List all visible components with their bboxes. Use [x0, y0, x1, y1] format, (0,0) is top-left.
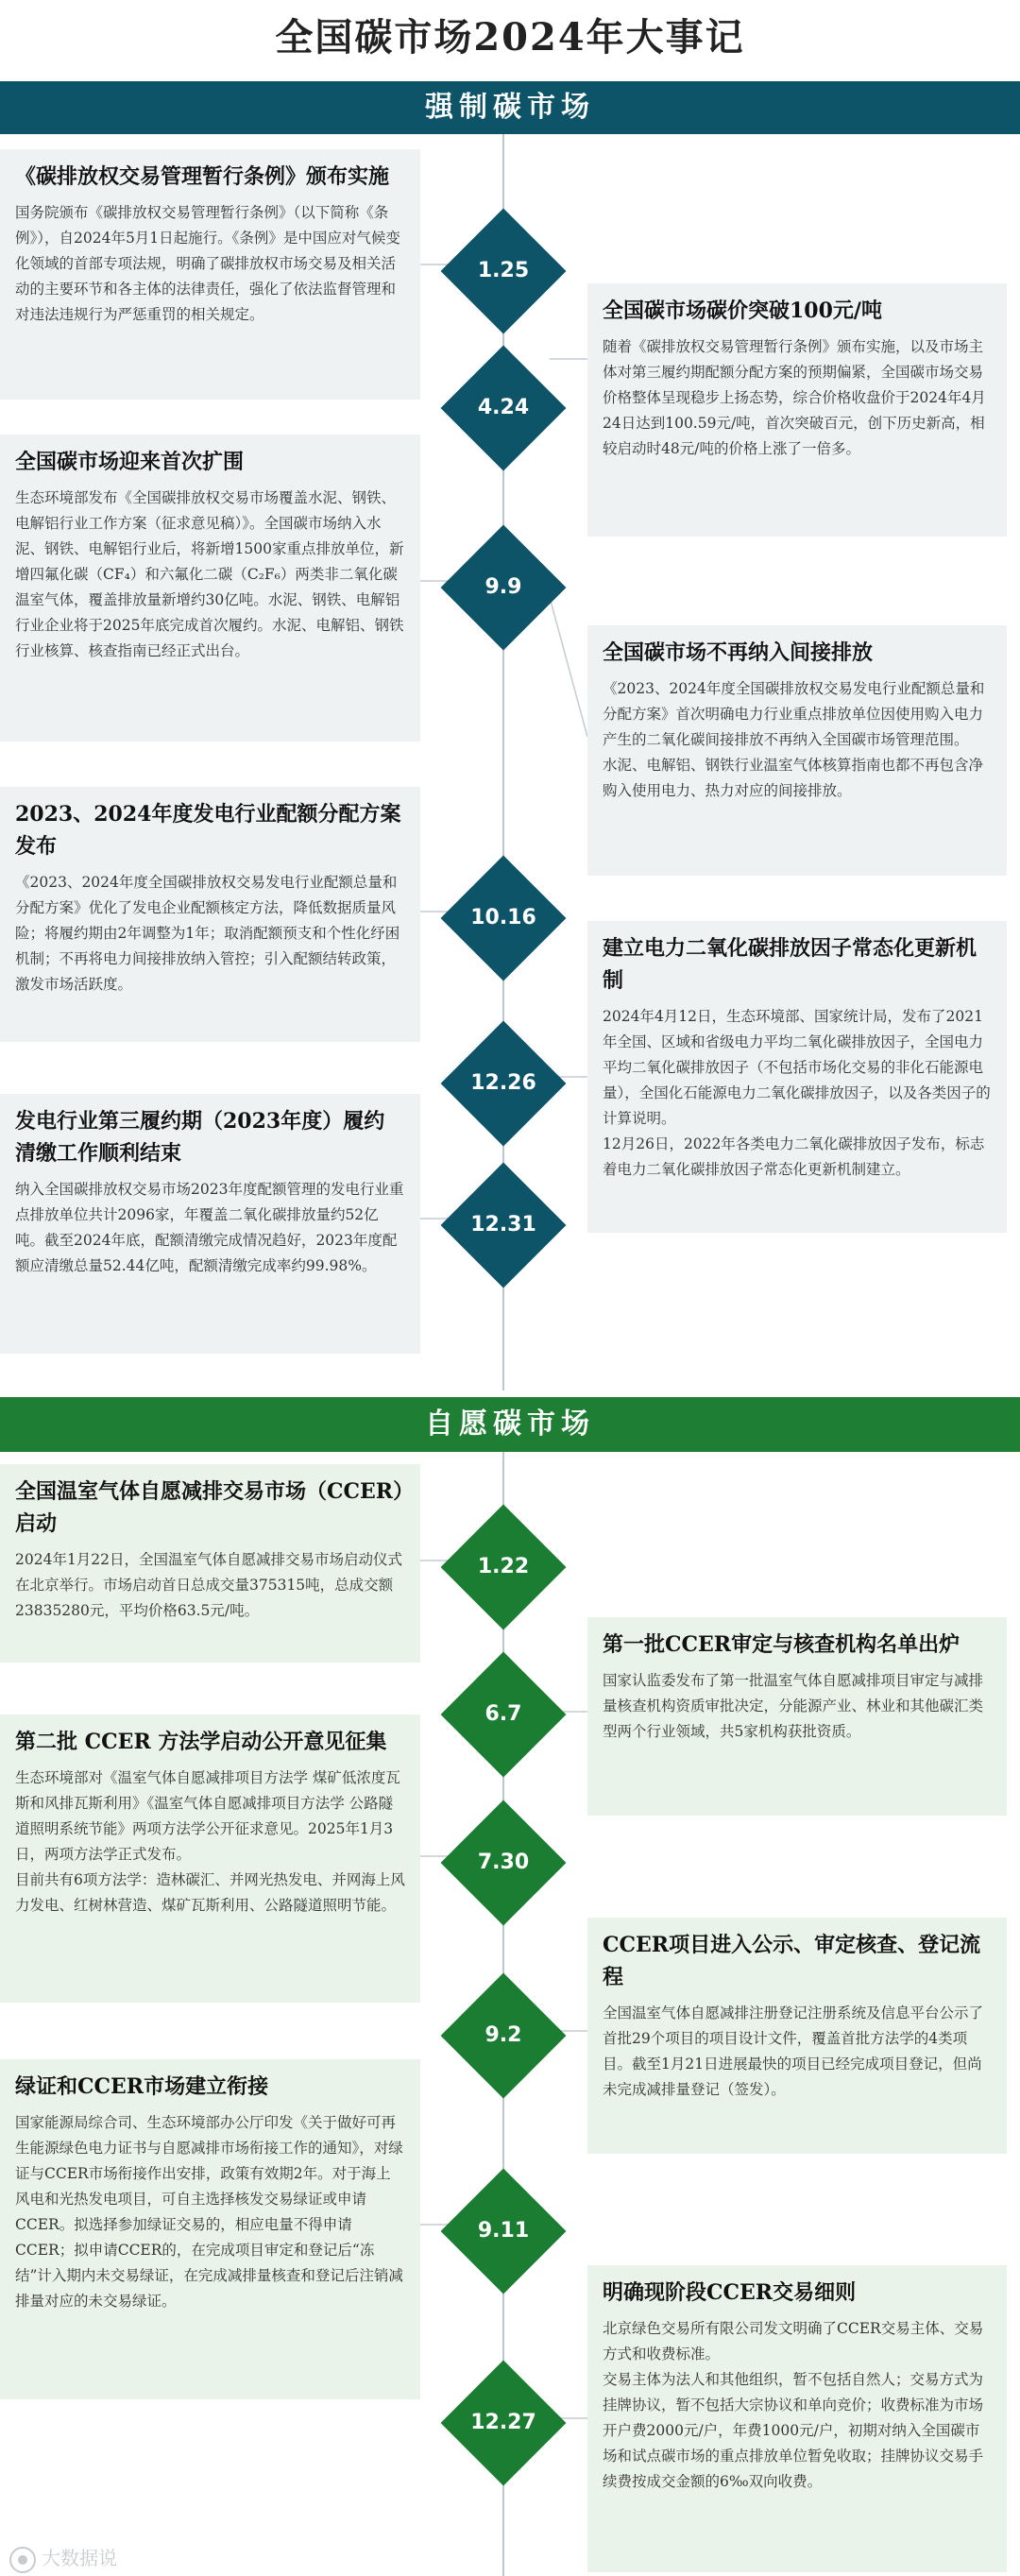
event-body: 全国温室气体自愿减排注册登记注册系统及信息平台公示了首批29个项目的项目设计文件，覆盖首批方法学的4类项目。截至1月21日进展最快的项目已经完成项目登记，但尚未完成减排量登记（签发）。 [603, 2005, 984, 2098]
event-body: 《2023、2024年度全国碳排放权交易发电行业配额总量和分配方案》优化了发电企业配额核定方法，降低数据质量风险；将履约期由2年调整为1年；取消配额预支和个性化纾困机制；不再将电力间接排放纳入管控；引入配额结转政策，激发市场活跃度。 [15, 874, 400, 993]
event-body: 2024年4月12日，生态环境部、国家统计局，发布了2021年全国、区域和省级电力平均二氧化碳排放因子，全国电力平均二氧化碳排放因子（不包括市场化交易的非化石能源电量），全国化石能源电力二氧化碳排放因子，以及各类因子的计算说明。 12月26日，2022年各类电力二氧化碳排放因子发布，标志着电力二氧化碳排放因子常态化更新机制建立。 [603, 1008, 991, 1178]
event-title: 《碳排放权交易管理暂行条例》颁布实施 [15, 164, 390, 189]
date-label: 9.9 [484, 575, 522, 599]
date-label: 1.25 [477, 259, 530, 282]
event-card-indirect-emissions [587, 625, 1007, 876]
date-label: 9.2 [484, 2023, 522, 2047]
date-label: 1.22 [477, 1555, 530, 1578]
event-title: 全国碳市场碳价突破100元/吨 [603, 299, 882, 323]
date-label: 10.16 [470, 906, 536, 930]
event-body: 纳入全国碳排放权交易市场2023年度配额管理的发电行业重点排放单位共计2096家，年覆盖二氧化碳排放量约52亿吨。截至2024年底，配额清缴完成情况趋好，2023年度配额应清缴总量52.44亿吨，配额清缴完成率约99.98%。 [15, 1181, 404, 1274]
event-title: CCER项目进入公示、审定核查、登记流程 [603, 1933, 981, 1989]
event-card-methodology [0, 1714, 420, 2003]
date-label: 6.7 [484, 1702, 522, 1726]
event-body: 生态环境部对《温室气体自愿减排项目方法学 煤矿低浓度瓦斯和风排瓦斯利用》《温室气体自愿减排项目方法学 公路隧道照明系统节能》两项方法学公开征求意见。2025年1月3日，两项方法学正式发布。 目前共有6项方法学：造林碳汇、并网光热发电、并网海上风力发电、红树林营造、煤矿瓦斯利用、公路隧道照明节能。 [15, 1769, 405, 1914]
section-banner-voluntary: 自愿碳市场 [0, 1397, 1020, 1452]
event-body: 国务院颁布《碳排放权交易管理暂行条例》（以下简称《条例》），自2024年5月1日起施行。《条例》是中国应对气候变化领域的首部专项法规，明确了碳排放权市场交易及相关活动的主要环节和各主体的法律责任，强化了依法监督管理和对违法违规行为严惩重罚的相关规定。 [15, 204, 400, 323]
page-title: 全国碳市场2024年大事记 [275, 15, 745, 60]
watermark-text: 大数据说 [42, 2547, 117, 2569]
date-label: 7.30 [477, 1851, 530, 1874]
event-body: 北京绿色交易所有限公司发文明确了CCER交易主体、交易方式和收费标准。 交易主体为法人和其他组织，暂不包括自然人；交易方式为挂牌协议，暂不包括大宗协议和单向竞价；收费标准为市场开户费2000元/户，年费1000元/户，初期对纳入全国碳市场和试点碳市场的重点排放单位暂免收取；挂牌协议交易手续费按成交金额的6‰双向收费。 [603, 2320, 984, 2490]
event-body: 《2023、2024年度全国碳排放权交易发电行业配额总量和分配方案》首次明确电力行业重点排放单位因使用购入电力产生的二氧化碳间接排放不再纳入全国碳市场管理范围。 水泥、电解铝、钢铁行业温室气体核算指南也都不再包含净购入使用电力、热力对应的间接排放。 [603, 680, 985, 799]
event-card-ccer-launch [0, 1464, 420, 1663]
event-card-emission-factor [587, 921, 1007, 1233]
event-card-compliance [0, 1094, 420, 1354]
watermark [9, 2543, 117, 2573]
date-label: 9.11 [477, 2219, 530, 2243]
event-title: 绿证和CCER市场建立衔接 [15, 2074, 269, 2099]
event-body: 随着《碳排放权交易管理暂行条例》颁布实施，以及市场主体对第三履约期配额分配方案的预期偏紧，全国碳市场交易价格整体呈现稳步上扬态势，综合价格收盘价于2024年4月24日达到100.59元/吨，首次突破百元，创下历史新高，相较启动时48元/吨的价格上涨了一倍多。 [603, 338, 986, 457]
event-card-ccer-process [587, 1918, 1007, 2154]
event-card-trading-rules [587, 2265, 1007, 2572]
event-card-verification-agencies [587, 1617, 1007, 1816]
event-card-expansion [0, 435, 420, 742]
event-card-regulation [0, 149, 420, 400]
date-label: 12.31 [470, 1213, 536, 1237]
event-body: 2024年1月22日，全国温室气体自愿减排交易市场启动仪式在北京举行。市场启动首日总成交量375315吨，总成交额23835280元，平均价格63.5元/吨。 [15, 1551, 403, 1619]
event-title: 全国碳市场迎来首次扩围 [15, 450, 245, 474]
event-body: 生态环境部发布《全国碳排放权交易市场覆盖水泥、钢铁、电解铝行业工作方案（征求意见稿）》。全国碳市场纳入水泥、钢铁、电解铝行业后，将新增1500家重点排放单位，新增四氟化碳（CF₄）和六氟化二碳（C₂F₆）两类非二氧化碳温室气体，覆盖排放量新增约30亿吨。水泥、钢铁、电解铝行业企业将于2025年底完成首次履约。水泥、电解铝、钢铁行业核算、核查指南已经正式出台。 [15, 489, 404, 659]
event-body: 国家认监委发布了第一批温室气体自愿减排项目审定与减排量核查机构资质审批决定，分能源产业、林业和其他碳汇类型两个行业领域，共5家机构获批资质。 [603, 1672, 984, 1740]
section-banner-mandatory: 强制碳市场 [0, 81, 1020, 134]
date-label: 12.27 [470, 2411, 536, 2434]
event-title: 明确现阶段CCER交易细则 [603, 2280, 857, 2305]
event-title: 全国碳市场不再纳入间接排放 [603, 640, 874, 665]
event-title: 建立电力二氧化碳排放因子常态化更新机制 [603, 936, 978, 993]
date-label: 4.24 [477, 396, 530, 419]
event-card-allocation-plan [0, 787, 420, 1042]
event-card-green-cert [0, 2059, 420, 2399]
event-title: 第一批CCER审定与核查机构名单出炉 [603, 1632, 960, 1657]
date-label: 12.26 [470, 1071, 536, 1095]
watermark-logo-icon [9, 2547, 36, 2573]
event-title: 全国温室气体自愿减排交易市场（CCER）启动 [15, 1479, 404, 1536]
event-card-price-100 [587, 283, 1007, 537]
event-body: 国家能源局综合司、生态环境部办公厅印发《关于做好可再生能源绿色电力证书与自愿减排市场衔接工作的通知》，对绿证与CCER市场衔接作出安排，政策有效期2年。对于海上风电和光热发电项目，可自主选择核发交易绿证或申请CCER。拟选择参加绿证交易的，相应电量不得申请CCER；拟申请CCER的，在完成项目审定和登记后“冻结”计入期内未交易绿证，在完成减排量核查和登记后注销减排量对应的未交易绿证。 [15, 2114, 403, 2310]
event-title: 2023、2024年度发电行业配额分配方案发布 [15, 802, 401, 859]
event-title: 发电行业第三履约期（2023年度）履约清缴工作顺利结束 [15, 1109, 385, 1166]
event-title: 第二批 CCER 方法学启动公开意见征集 [15, 1730, 387, 1754]
